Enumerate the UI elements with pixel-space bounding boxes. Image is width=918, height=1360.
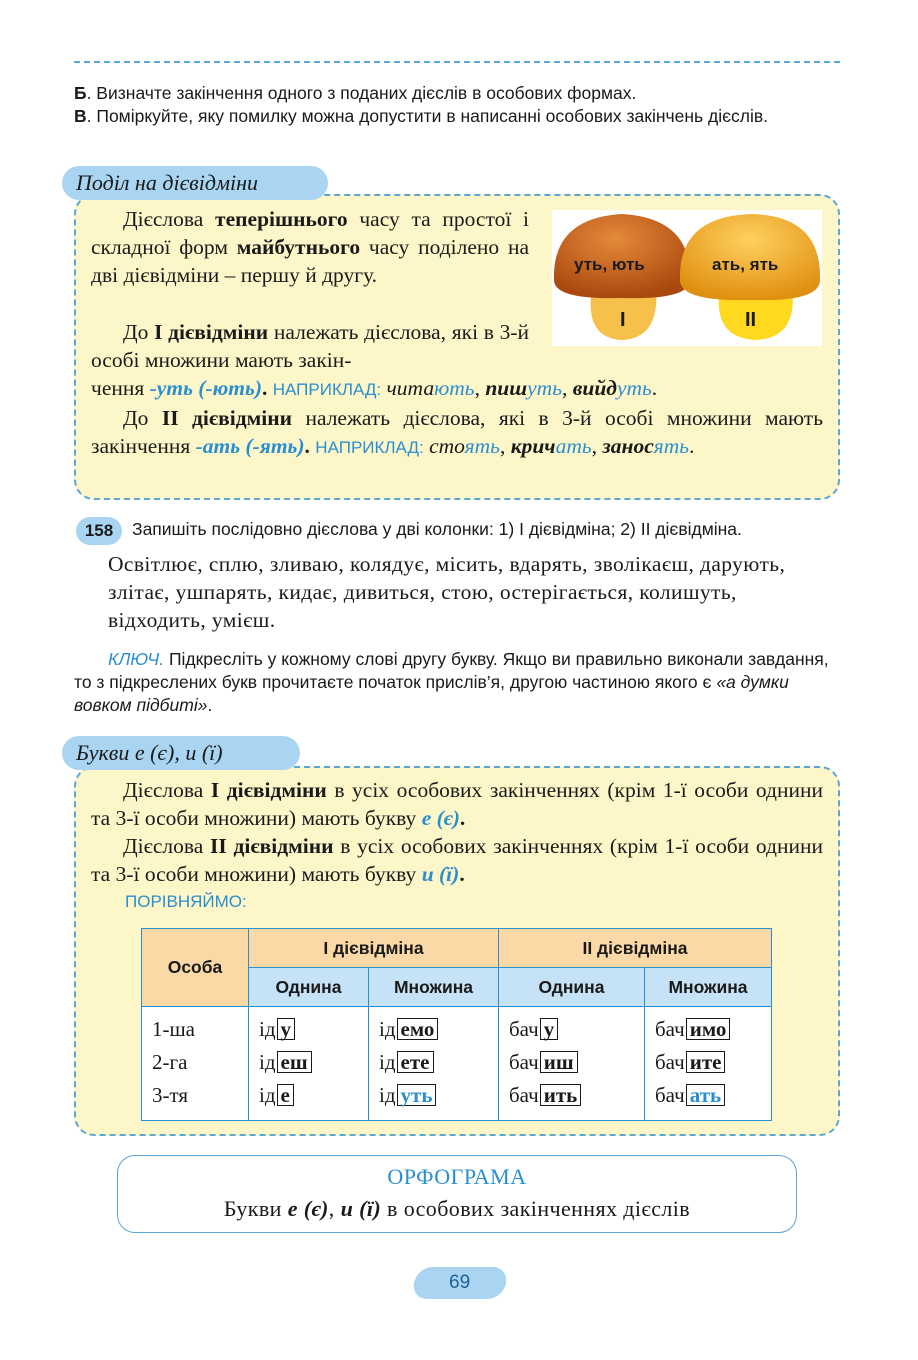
person-label: 1-ша (152, 1017, 195, 1041)
question-b-letter: Б (74, 83, 87, 103)
text: часу поділено на дві дієвідміни – першу й другу. (91, 235, 529, 287)
table-row (142, 1007, 772, 1121)
form (259, 1079, 360, 1112)
letter-e: е (є) (421, 806, 460, 830)
section-tab-conjugations: Поділ на дієвідміни (62, 166, 328, 200)
ending-box: емо (397, 1018, 439, 1040)
form (655, 1013, 763, 1046)
example-stem: вийд (572, 376, 617, 400)
form (259, 1013, 360, 1046)
example-stem: занос (602, 434, 654, 458)
rule-conj-p2-top (91, 318, 529, 374)
question-v-letter: В (74, 106, 87, 126)
example-ending: ать (555, 434, 592, 458)
rule-letters-p1 (91, 776, 823, 832)
orthogram-title: ОРФОГРАМА (387, 1164, 527, 1189)
header-conj2: ІІ дієвідміна (499, 929, 772, 968)
text: часу та простої і складної форм (91, 207, 529, 259)
term-conj1: І дієвідміни (210, 778, 327, 802)
exercise-key (74, 648, 844, 717)
question-b (74, 82, 844, 105)
text: в усіх особових закінченнях (крім 1-ї особи однини та 3-ї особи множини) мають букву (91, 778, 823, 830)
text: . (459, 862, 465, 886)
ending-box-highlight: ать (686, 1084, 725, 1106)
ending-box-highlight: уть (397, 1084, 437, 1106)
compare-label: ПОРІВНЯЙМО: (125, 892, 247, 911)
example-ending: уть (527, 376, 562, 400)
mushroom-illustration (552, 210, 822, 346)
page-number-badge (411, 1267, 509, 1299)
conjugation-table (141, 928, 772, 1121)
stem-right-label: ІІ (745, 309, 757, 331)
exercise-number-badge: 158 (76, 517, 122, 545)
person-label: 2-га (152, 1050, 188, 1074)
rule-letters-p2 (91, 832, 823, 888)
text: . (304, 434, 316, 458)
header-singular: Однина (499, 968, 645, 1007)
example-ending: уть (616, 376, 652, 400)
letter-y: и (ї) (340, 1196, 382, 1221)
exercise-task: Запишіть послідовно дієслова у дві колонки: 1) І дієвідміна; 2) ІІ дієвідміна. (132, 519, 742, 539)
section-tab-letters: Букви е (є), и (ї) (62, 736, 300, 770)
example-ending: ять (464, 434, 500, 458)
cell-conj2-plural (645, 1007, 772, 1121)
text: Дієслова (123, 778, 211, 802)
text: в усіх особових закінченнях (крім 1-ї особи однини та 3-ї особи множини) мають букву (91, 834, 823, 886)
exercise-words (108, 550, 840, 634)
stem: ід (259, 1017, 276, 1041)
text: . (262, 376, 273, 400)
text: в особових закінченнях дієслів (381, 1196, 691, 1221)
ending-box: у (540, 1018, 559, 1040)
ending-box: ите (686, 1051, 726, 1073)
example-ending: ють (434, 376, 475, 400)
stem: ід (379, 1083, 396, 1107)
stem: бач (509, 1083, 539, 1107)
exercise-word-list: Освітлює, сплю, зливаю, колядує, місить, вдарять, зволікаєш, дарують, злітає, ушпарять, кидає, дивиться, стою, остерігається, колишуть, відходить, умієш. (108, 552, 786, 632)
top-dashed-divider (74, 61, 840, 63)
rule-letters (91, 776, 823, 888)
stem: бач (509, 1050, 539, 1074)
stem: бач (655, 1050, 685, 1074)
ending-box: у (277, 1018, 296, 1040)
key-text: Підкресліть у кожному слові другу букву. Якщо ви правильно виконали завдання, то з підкреслених букв прочитаєте початок прислів’я, другою частиною якого є (74, 649, 829, 692)
orthogram-text (118, 1196, 796, 1222)
orthogram-box (117, 1155, 797, 1233)
form (259, 1046, 360, 1079)
form (655, 1079, 763, 1112)
page-number: 69 (449, 1272, 471, 1293)
term-conj2: ІІ дієвідміни (161, 406, 293, 430)
ending-box: ить (540, 1084, 582, 1106)
header-person: Особа (142, 929, 249, 1007)
cell-persons (142, 1007, 249, 1121)
text: . (459, 806, 466, 830)
table-header-row (142, 929, 772, 968)
letter-y: и (ї) (421, 862, 460, 886)
key-label: КЛЮЧ. (108, 649, 165, 669)
rule-conj-p2-start: До І дієвідміни належать дієслова, які в 3-й особі множини мають закін- (91, 320, 529, 372)
rule-conj-top (91, 205, 529, 289)
stem: ід (259, 1083, 276, 1107)
cell-conj1-plural (369, 1007, 499, 1121)
text: Дієслова (123, 207, 216, 231)
example-stem: чита (386, 376, 435, 400)
text: До (123, 320, 155, 344)
intro-questions (74, 82, 844, 128)
stem-left-label: І (620, 309, 626, 331)
text: , (328, 1196, 341, 1221)
cell-conj1-singular (249, 1007, 369, 1121)
term-present: теперішнього (215, 207, 348, 231)
header-plural: Множина (369, 968, 499, 1007)
example-stem: пиш (485, 376, 528, 400)
term-conj2: ІІ дієвідміни (210, 834, 334, 858)
question-v-text: . Поміркуйте, яку помилку можна допустити в написанні особових закінчень дієслів. (86, 106, 769, 126)
example-stem: крич (510, 434, 556, 458)
term-conj1: І дієвідміни (154, 320, 269, 344)
ending-box: имо (686, 1018, 731, 1040)
text: належать дієслова, які в 3-й особі множини мають закінчення (91, 406, 824, 458)
rule-conj-p3: До ІІ дієвідміни належать дієслова, які в 3-й особі множини мають закінчення -ать (-ять). НАПРИКЛАД: стоять, кричать, заносять. (91, 406, 824, 458)
rule-conj-p2-end (91, 374, 836, 462)
key-quote: «а думки вовком підбиті» (74, 672, 789, 715)
text: Букви (223, 1196, 288, 1221)
cell-conj2-singular (499, 1007, 645, 1121)
stem: ід (379, 1050, 396, 1074)
example-label: НАПРИКЛАД: (272, 380, 382, 399)
ending-box: ете (397, 1051, 434, 1073)
ending-box: е (277, 1084, 294, 1106)
form (379, 1079, 490, 1112)
person-label: 3-тя (152, 1083, 189, 1107)
question-b-text: . Визначте закінчення одного з поданих дієслів в особових формах. (86, 83, 637, 103)
rule-conj-p2-line: чення -уть (-ють). НАПРИКЛАД: читають, пишуть, вийдуть. (91, 376, 658, 400)
form (509, 1046, 636, 1079)
stem: бач (655, 1017, 685, 1041)
example-label: НАПРИКЛАД: (315, 438, 424, 457)
text: Дієслова (123, 834, 211, 858)
example-ending: ять (653, 434, 690, 458)
ending-conj2: -ать (-ять) (195, 434, 305, 458)
mushroom-icon (552, 210, 822, 346)
term-future: майбутнього (236, 235, 361, 259)
stem: бач (655, 1083, 685, 1107)
text: До (123, 406, 162, 430)
stem: бач (509, 1017, 539, 1041)
ending-box: иш (540, 1051, 578, 1073)
example-stem: сто (429, 434, 465, 458)
ending-box: еш (277, 1051, 312, 1073)
text: . (207, 695, 213, 715)
header-singular: Однина (249, 968, 369, 1007)
form (379, 1046, 490, 1079)
ending-conj1: -уть (-ють) (149, 376, 262, 400)
form (509, 1079, 636, 1112)
cap-left-label: уть, ють (574, 255, 645, 274)
letter-e: е (є) (287, 1196, 329, 1221)
header-plural: Множина (645, 968, 772, 1007)
rule-conj-p1 (91, 205, 529, 289)
stem: ід (259, 1050, 276, 1074)
question-v (74, 105, 844, 128)
form (655, 1046, 763, 1079)
stem: ід (379, 1017, 396, 1041)
form (379, 1013, 490, 1046)
header-conj1: І дієвідміна (249, 929, 499, 968)
form (509, 1013, 636, 1046)
cap-right-label: ать, ять (712, 255, 779, 274)
